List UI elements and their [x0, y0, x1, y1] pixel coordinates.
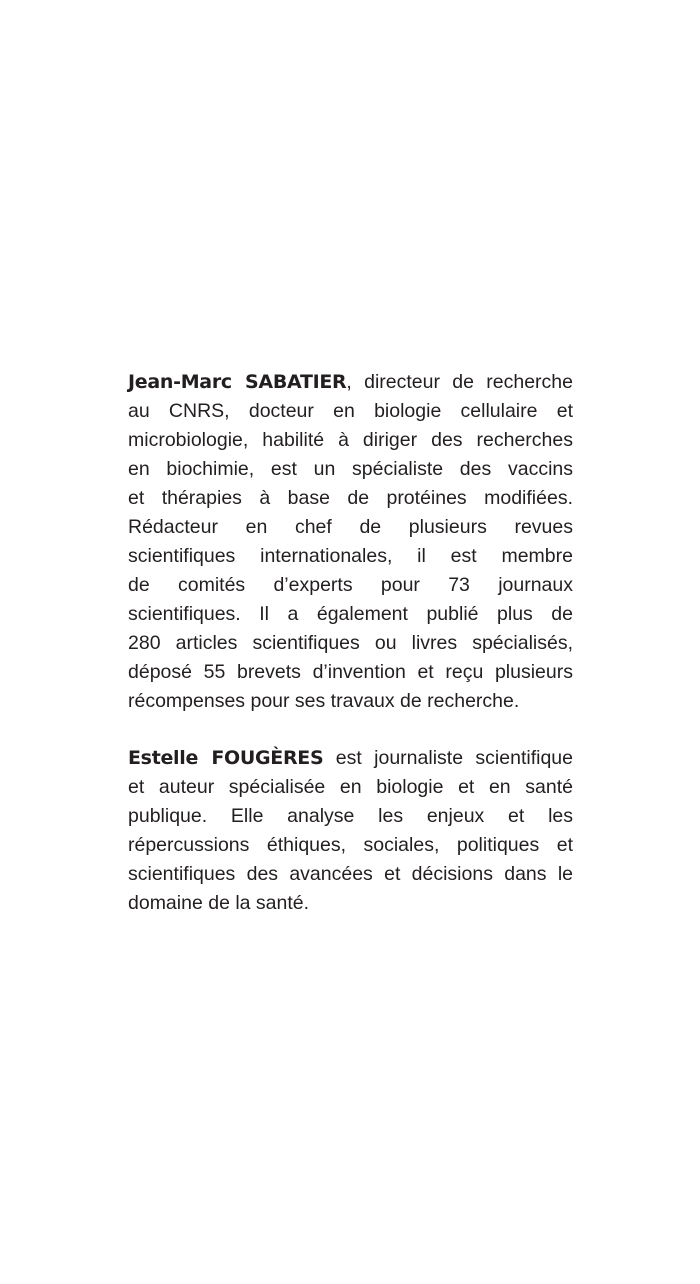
bio-line: scientifiques des avancées et décisions dans le	[128, 863, 573, 885]
bio-line: répercussions éthiques, sociales, politiques et	[128, 834, 573, 856]
bio-line: scientifiques. Il a également publié plus de	[128, 603, 573, 625]
bio-line: 280 articles scientifiques ou livres spécialisés,	[128, 632, 573, 654]
author-bio-sabatier	[128, 368, 573, 716]
author-bio-fougeres	[128, 744, 573, 918]
bio-line: et thérapies à base de protéines modifiées.	[128, 487, 573, 509]
bio-line: déposé 55 brevets d’invention et reçu plusieurs	[128, 661, 573, 683]
bio-line: en biochimie, est un spécialiste des vaccins	[128, 458, 573, 480]
bio-line: publique. Elle analyse les enjeux et les	[128, 805, 573, 827]
bio-line: scientifiques internationales, il est membre	[128, 545, 573, 567]
bio-line: récompenses pour ses travaux de recherche.	[128, 690, 520, 712]
bio-line: Rédacteur en chef de plusieurs revues	[128, 516, 573, 538]
bio-line: au CNRS, docteur en biologie cellulaire et	[128, 400, 573, 422]
bio-line: Estelle FOUGÈRES est journaliste scientifique	[128, 747, 573, 769]
bio-line: domaine de la santé.	[128, 892, 310, 914]
bio-line: et auteur spécialisée en biologie et en santé	[128, 776, 573, 798]
bio-line: microbiologie, habilité à diriger des recherches	[128, 429, 573, 451]
bio-line: de comités d’experts pour 73 journaux	[128, 574, 573, 596]
author-name: Estelle FOUGÈRES	[128, 747, 324, 769]
author-name: Jean-Marc SABATIER	[128, 371, 347, 393]
bio-line: Jean-Marc SABATIER, directeur de recherche	[128, 371, 573, 393]
